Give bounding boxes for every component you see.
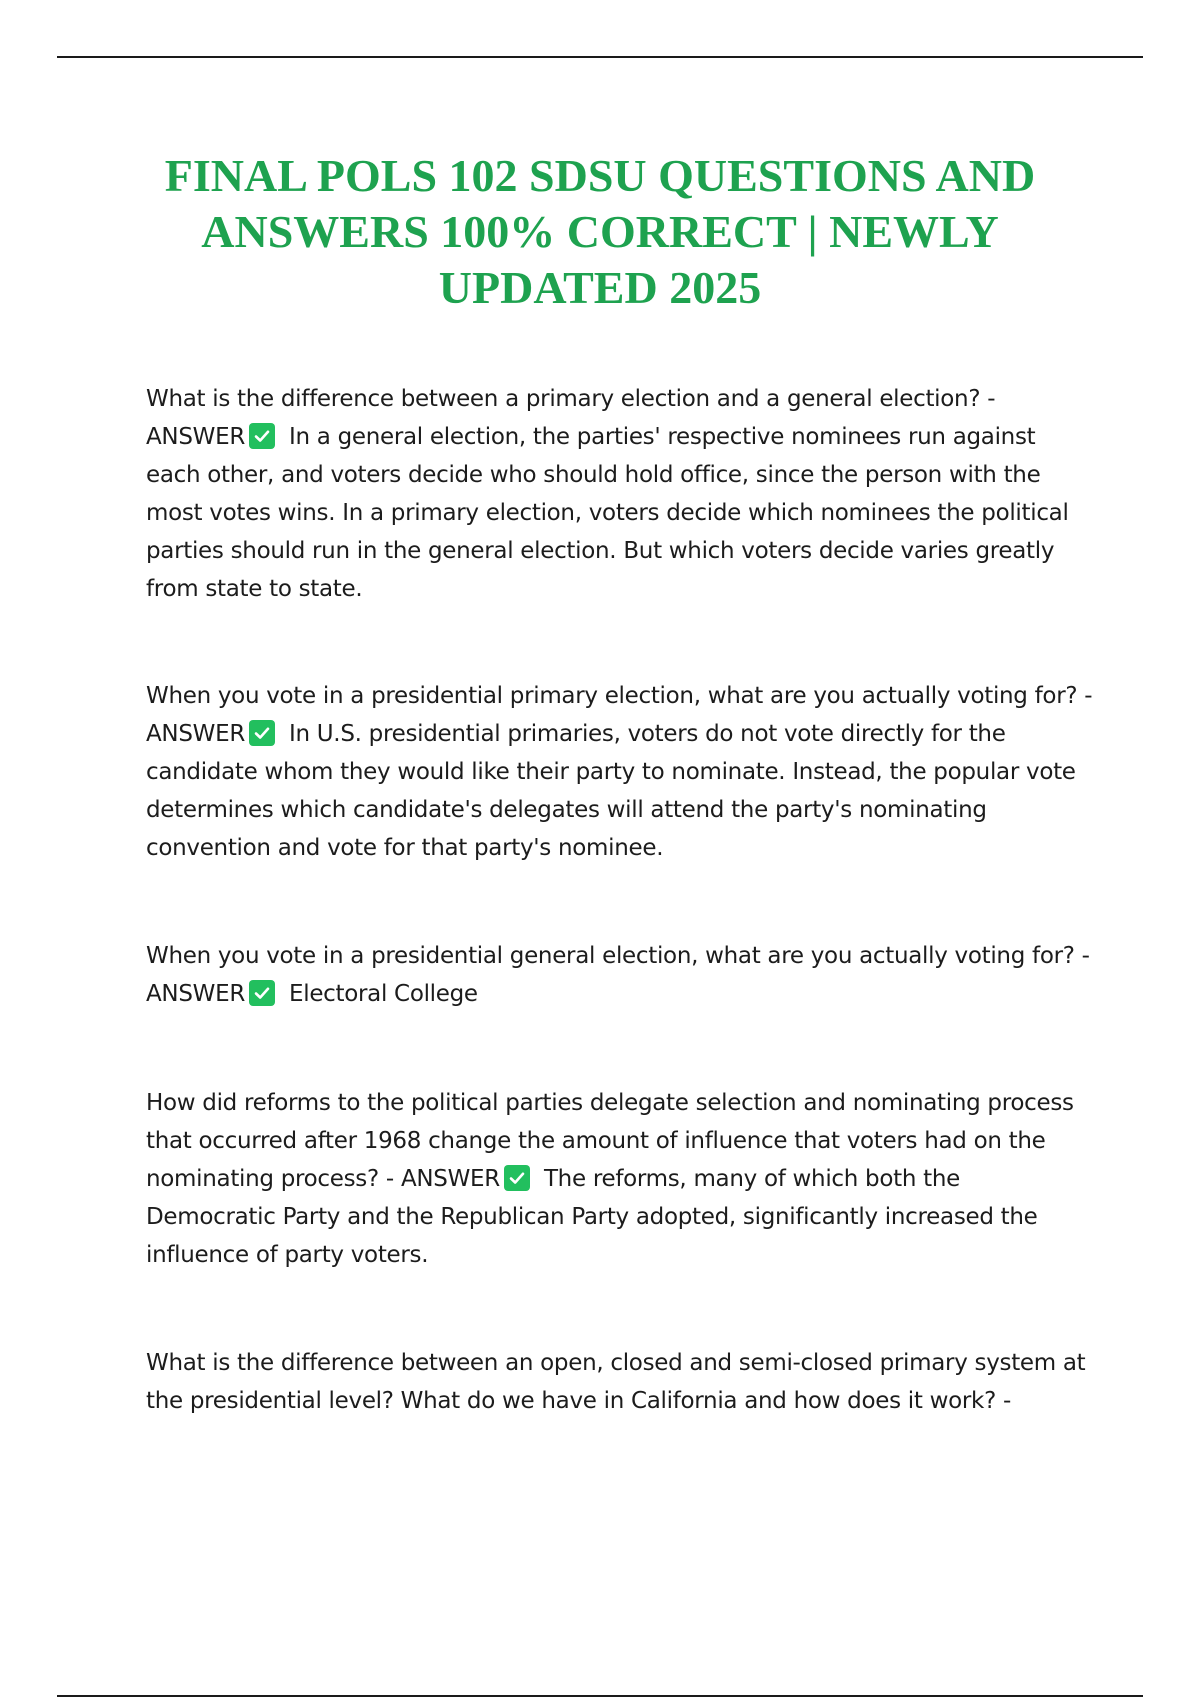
bottom-rule [57,1695,1143,1697]
answer-text: In a general election, the parties' respective nominees run against each other, and voters decide who should hold office, since the person with the most votes wins. In a primary election, voters decide which nominees the political parties should run in the general election. But which voters decide varies greatly from state to state. [146,424,1069,602]
answer-label: ANSWER [146,424,245,450]
question-text: How did reforms to the political parties delegate selection and nominating process that occurred after 1968 change the amount of influence that voters had on the nominating process? - [146,1090,1074,1192]
question-text: When you vote in a presidential general election, what are you actually voting for? - [146,943,1090,969]
answer-label: ANSWER [400,1166,500,1192]
question-text: When you vote in a presidential primary election, what are you actually voting for? - [146,683,1093,709]
qa-item [146,1344,1096,1420]
answer-text: In U.S. presidential primaries, voters do not vote directly for the candidate whom they would like their party to nominate. Instead, the popular vote determines which candidate's delegates will attend the party's nominating convention and vote for that party's nominee. [146,721,1076,861]
checkmark-icon [249,980,275,1006]
checkmark-icon [249,423,275,449]
checkmark-icon [504,1165,530,1191]
qa-item [146,380,1096,608]
checkmark-icon [249,720,275,746]
answer-text: Electoral College [289,981,478,1007]
answer-label: ANSWER [146,721,245,747]
question-text: What is the difference between a primary election and a general election? - [146,386,996,412]
answer-text: The reforms, many of which both the Democratic Party and the Republican Party adopted, significantly increased the influence of party voters. [146,1166,1038,1268]
answer-label: ANSWER [146,981,245,1007]
qa-item [146,937,1096,1013]
top-rule [57,56,1143,58]
question-text: What is the difference between an open, closed and semi-closed primary system at the presidential level? What do we have in California and how does it work? - [146,1350,1086,1414]
qa-item [146,677,1096,867]
qa-item [146,1084,1096,1274]
document-title: FINAL POLS 102 SDSU QUESTIONS AND ANSWERS 100% CORRECT | NEWLY UPDATED 2025 [164,150,1036,313]
